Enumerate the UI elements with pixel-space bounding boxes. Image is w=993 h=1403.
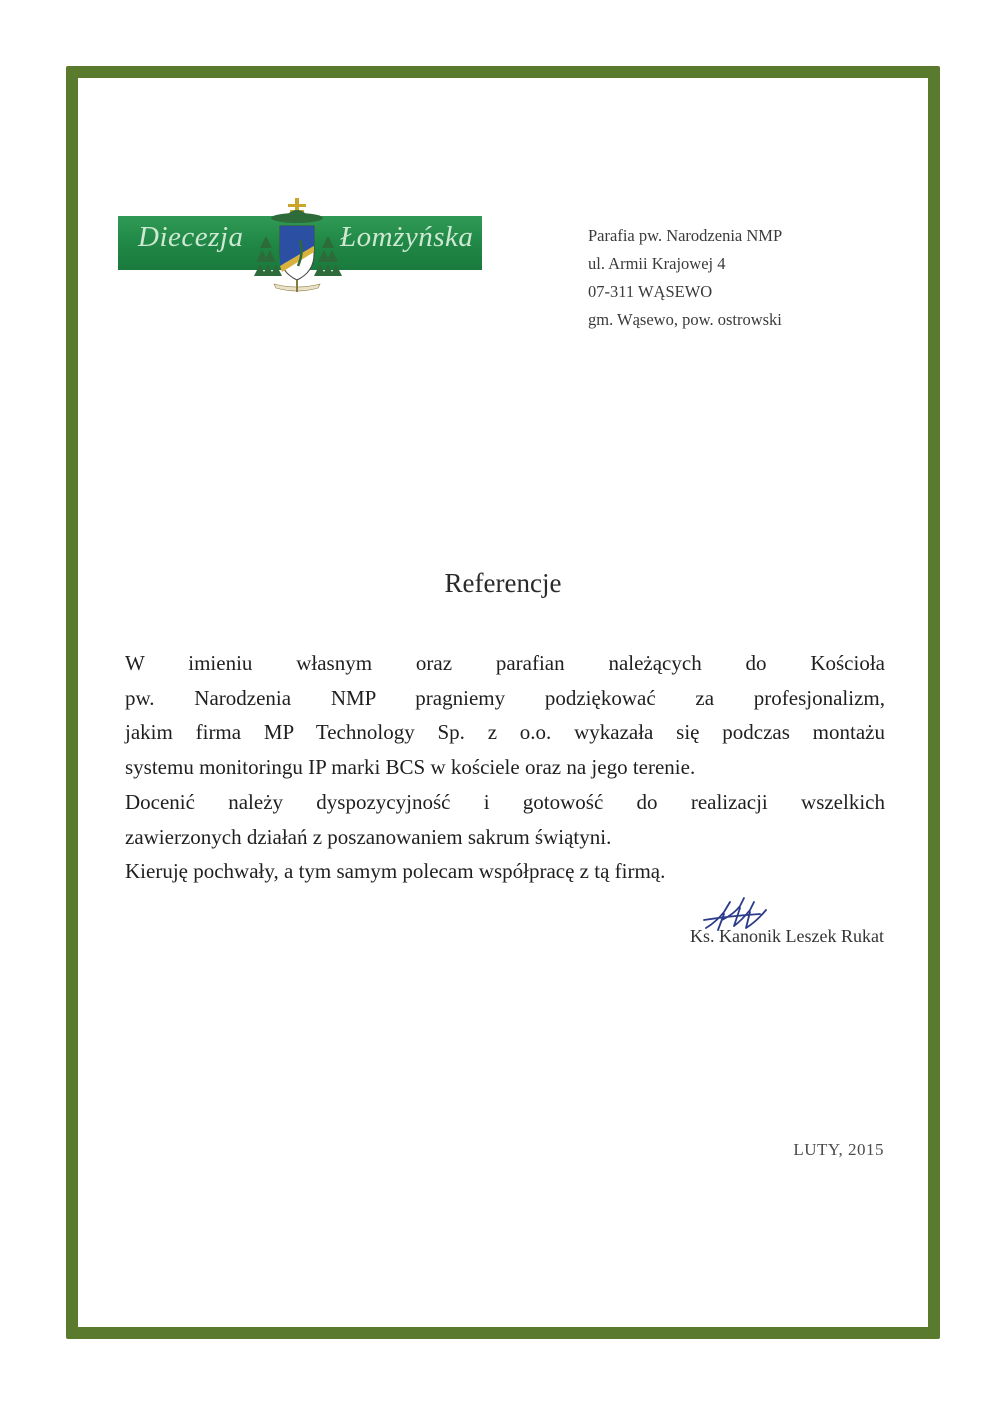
body-line-7: Kieruję pochwały, a tym samym polecam współpracę z tą firmą. (125, 859, 666, 884)
letter-body (125, 646, 885, 889)
body-line-4: systemu monitoringu IP marki BCS w kościele oraz na jego terenie. (125, 755, 696, 780)
logo-word-left: Diecezja (138, 221, 244, 253)
body-line-2: pw. Narodzenia NMP pragniemy podziękować za profesjonalizm, (125, 685, 885, 710)
logo-word-right: Łomżyńska (340, 221, 474, 253)
address-line-3: 07-311 WĄSEWO (588, 282, 713, 301)
address-line-1: Parafia pw. Narodzenia NMP (588, 226, 783, 245)
parish-address (588, 222, 782, 334)
signer-name: Ks. Kanonik Leszek Rukat (690, 926, 884, 946)
body-line-1: W imieniu własnym oraz parafian należących do Kościoła (125, 651, 885, 675)
coat-of-arms-icon (252, 196, 342, 296)
body-line-6: zawierzonych działań z poszanowaniem sakrum świątyni. (125, 824, 612, 849)
diocese-logo (118, 196, 484, 296)
address-line-2: ul. Armii Krajowej 4 (588, 254, 726, 273)
body-line-3: jakim firma MP Technology Sp. z o.o. wykazała się podczas montażu (125, 720, 885, 745)
body-line-5: Docenić należy dyspozycyjność i gotowość do realizacji wszelkich (125, 789, 885, 814)
letter-date: LUTY, 2015 (793, 1140, 884, 1159)
letter-title: Referencje (444, 568, 562, 598)
address-line-4: gm. Wąsewo, pow. ostrowski (588, 310, 782, 329)
